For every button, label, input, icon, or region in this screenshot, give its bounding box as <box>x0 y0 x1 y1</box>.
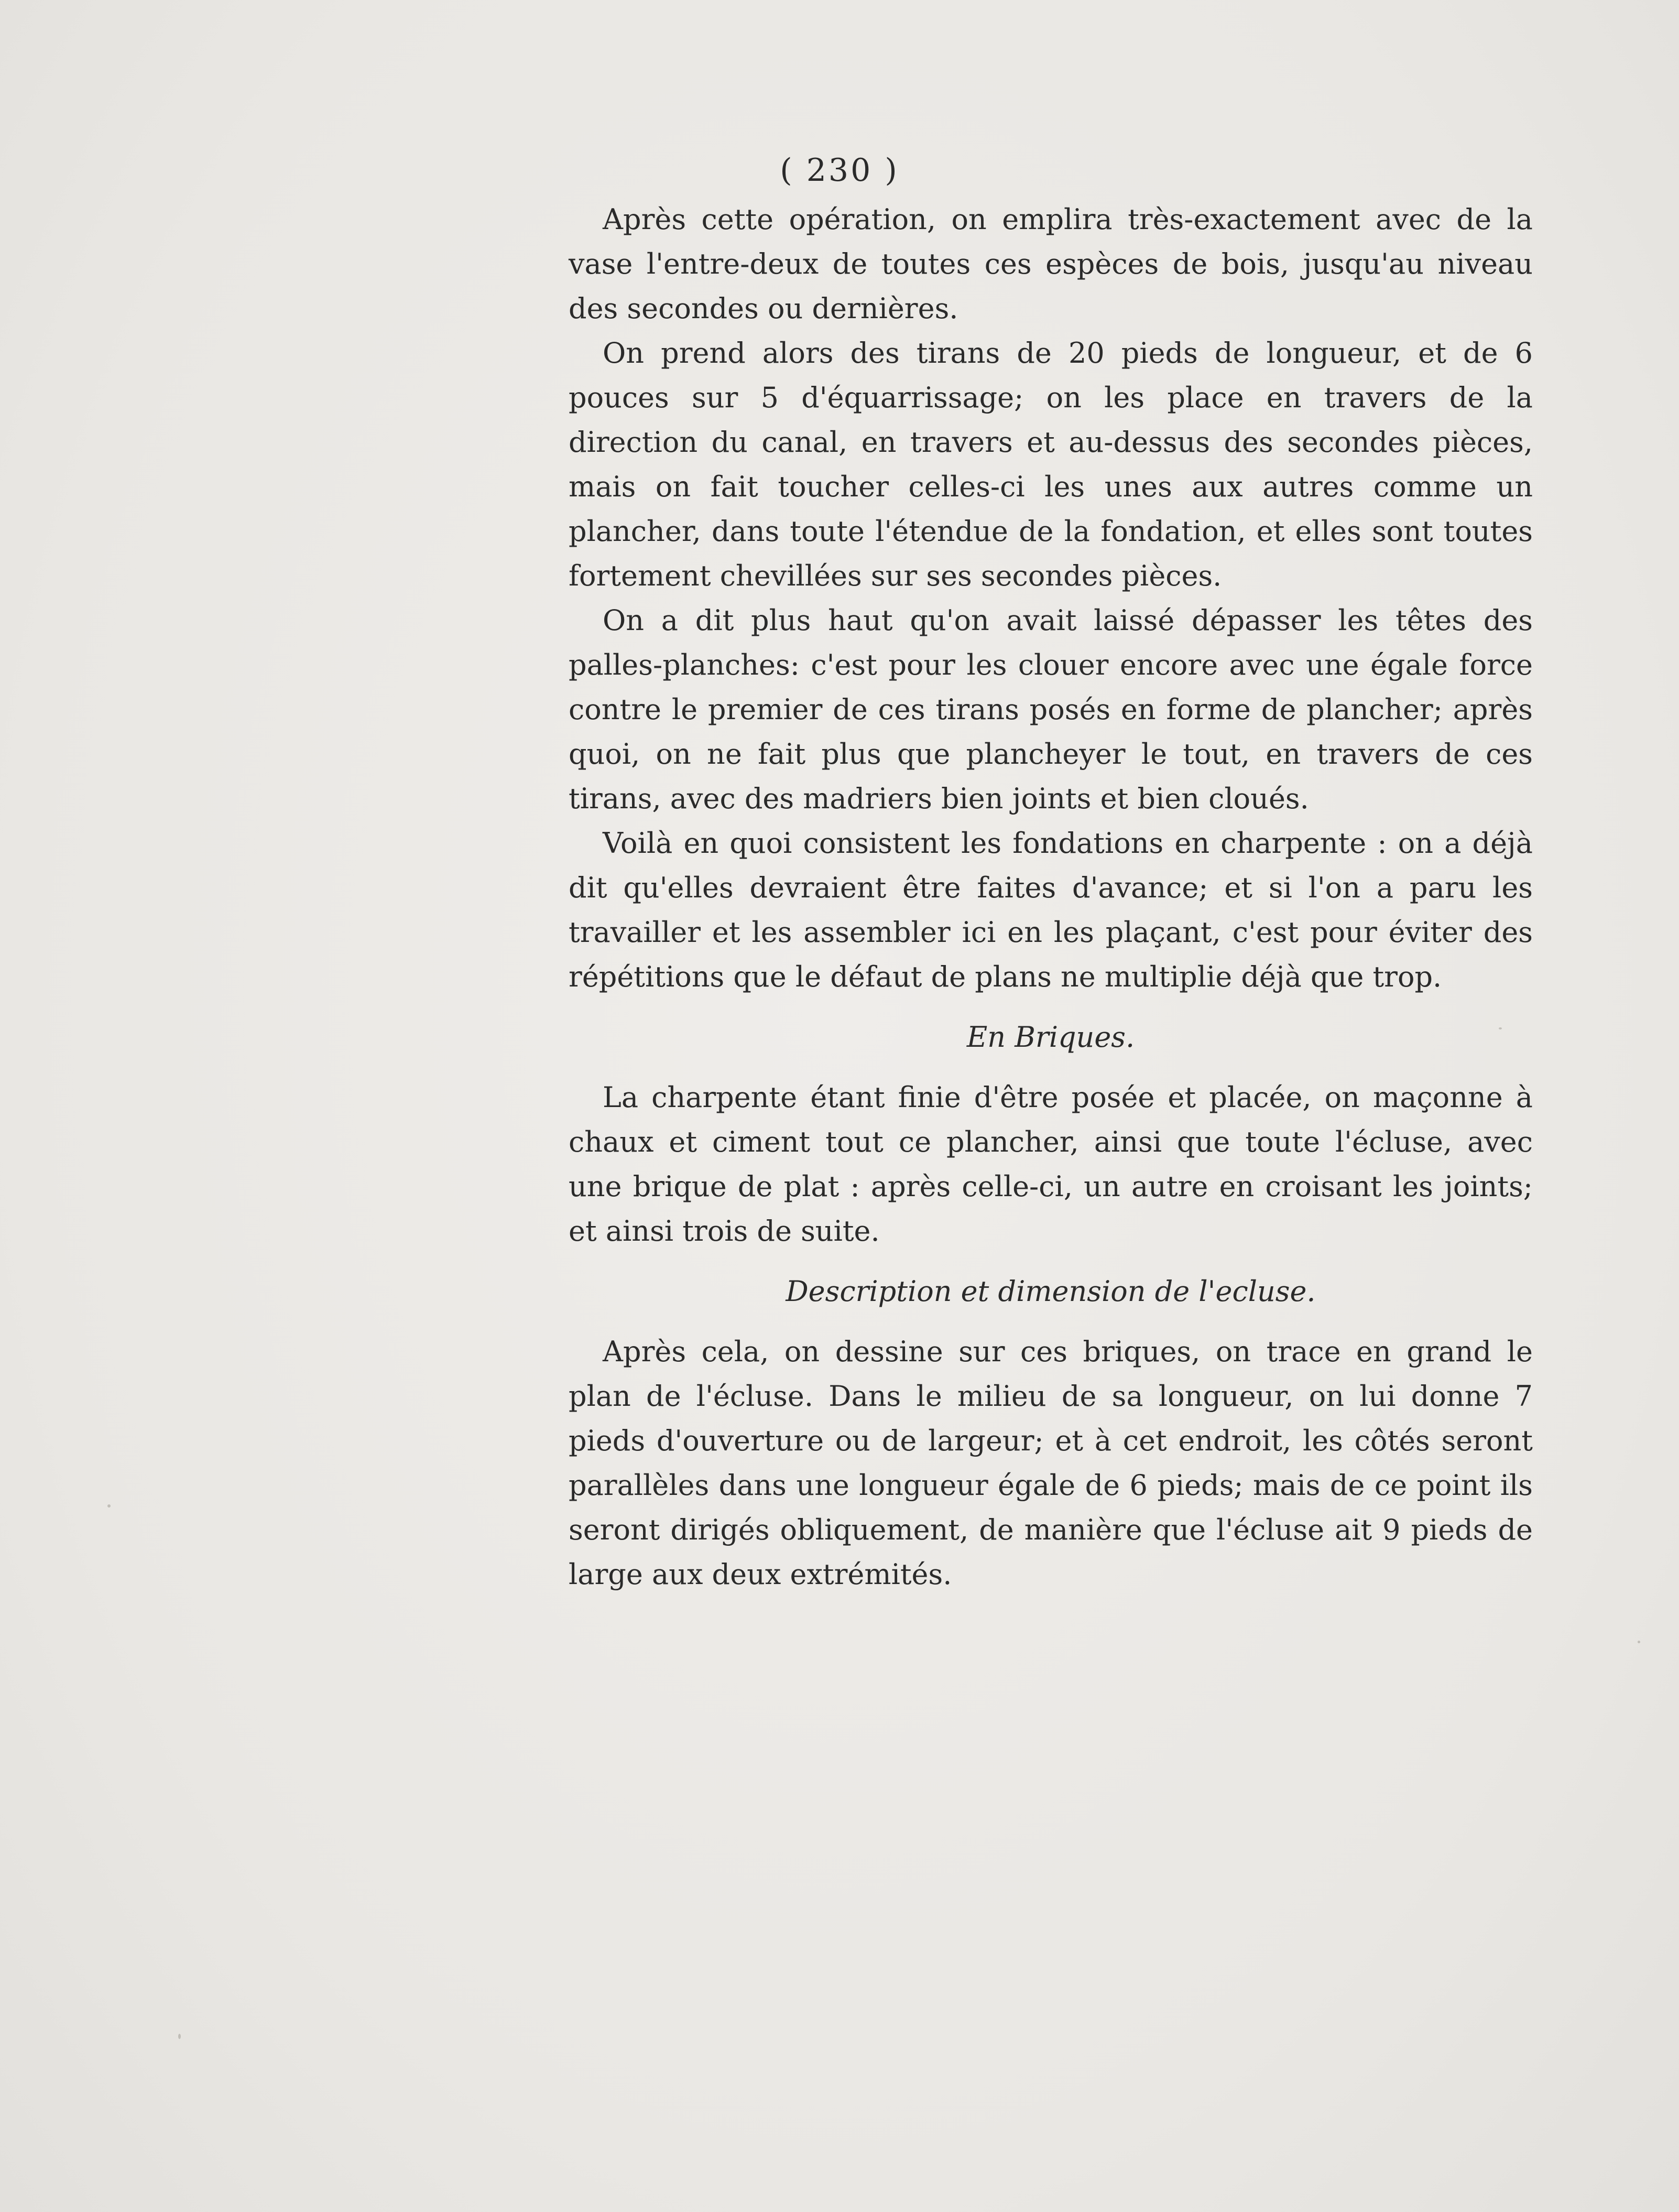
paragraph-fondations: Voilà en quoi consistent les fondations en charpente : on a déjà dit qu'elles devraient être faites d'avance; et si l'on a paru les travailler et les assembler ici en les plaçant, c'est pour éviter des répétitions que le défaut de plans ne multiplie déjà que trop. <box>569 827 1533 993</box>
paragraph-operation: Après cette opération, on emplira très-exactement avec de la vase l'entre-deux de toutes ces espèces de bois, jusqu'au niveau des secondes ou dernières. <box>569 203 1533 325</box>
paragraph-palles-planches: On a dit plus haut qu'on avait laissé dépasser les têtes des palles-planches: c'est pour les clouer encore avec une égale force contre le premier de ces tirans posés en forme de plancher; après quoi, on ne fait plus que plancheyer le tout, en travers de ces tirans, avec des madriers bien joints et bien cloués. <box>569 604 1533 815</box>
paragraph-briques: La charpente étant finie d'être posée et placée, on maçonne à chaux et ciment tout ce plancher, ainsi que toute l'écluse, avec une brique de plat : après celle-ci, un autre en croisant les joints; et ainsi trois de suite. <box>569 1081 1533 1248</box>
page-number: ( 230 ) <box>780 152 899 189</box>
paper-speck <box>178 2034 181 2039</box>
paragraph-tirans: On prend alors des tirans de 20 pieds de longueur, et de 6 pouces sur 5 d'équarrissage; on les place en travers de la direction du canal, en travers et au-dessus des secondes pièces, mais on fait toucher celles-ci les unes aux autres comme un plancher, dans toute l'étendue de la fondation, et elles sont toutes fortement chevillées sur ses secondes pièces. <box>569 337 1533 592</box>
section-heading-description: Description et dimension de l'ecluse. <box>786 1275 1316 1308</box>
section-heading-briques: En Briques. <box>966 1021 1135 1054</box>
paper-speck <box>107 1504 111 1508</box>
page-body <box>569 197 1533 1597</box>
paper-speck <box>1499 1027 1502 1029</box>
paragraph-description: Après cela, on dessine sur ces briques, on trace en grand le plan de l'écluse. Dans le milieu de sa longueur, on lui donne 7 pieds d'ouverture ou de largeur; et à cet endroit, les côtés seront parallèles dans une longueur égale de 6 pieds; mais de ce point ils seront dirigés obliquement, de manière que l'écluse ait 9 pieds de large aux deux extrémités. <box>569 1335 1533 1591</box>
paper-speck <box>1638 1641 1640 1643</box>
